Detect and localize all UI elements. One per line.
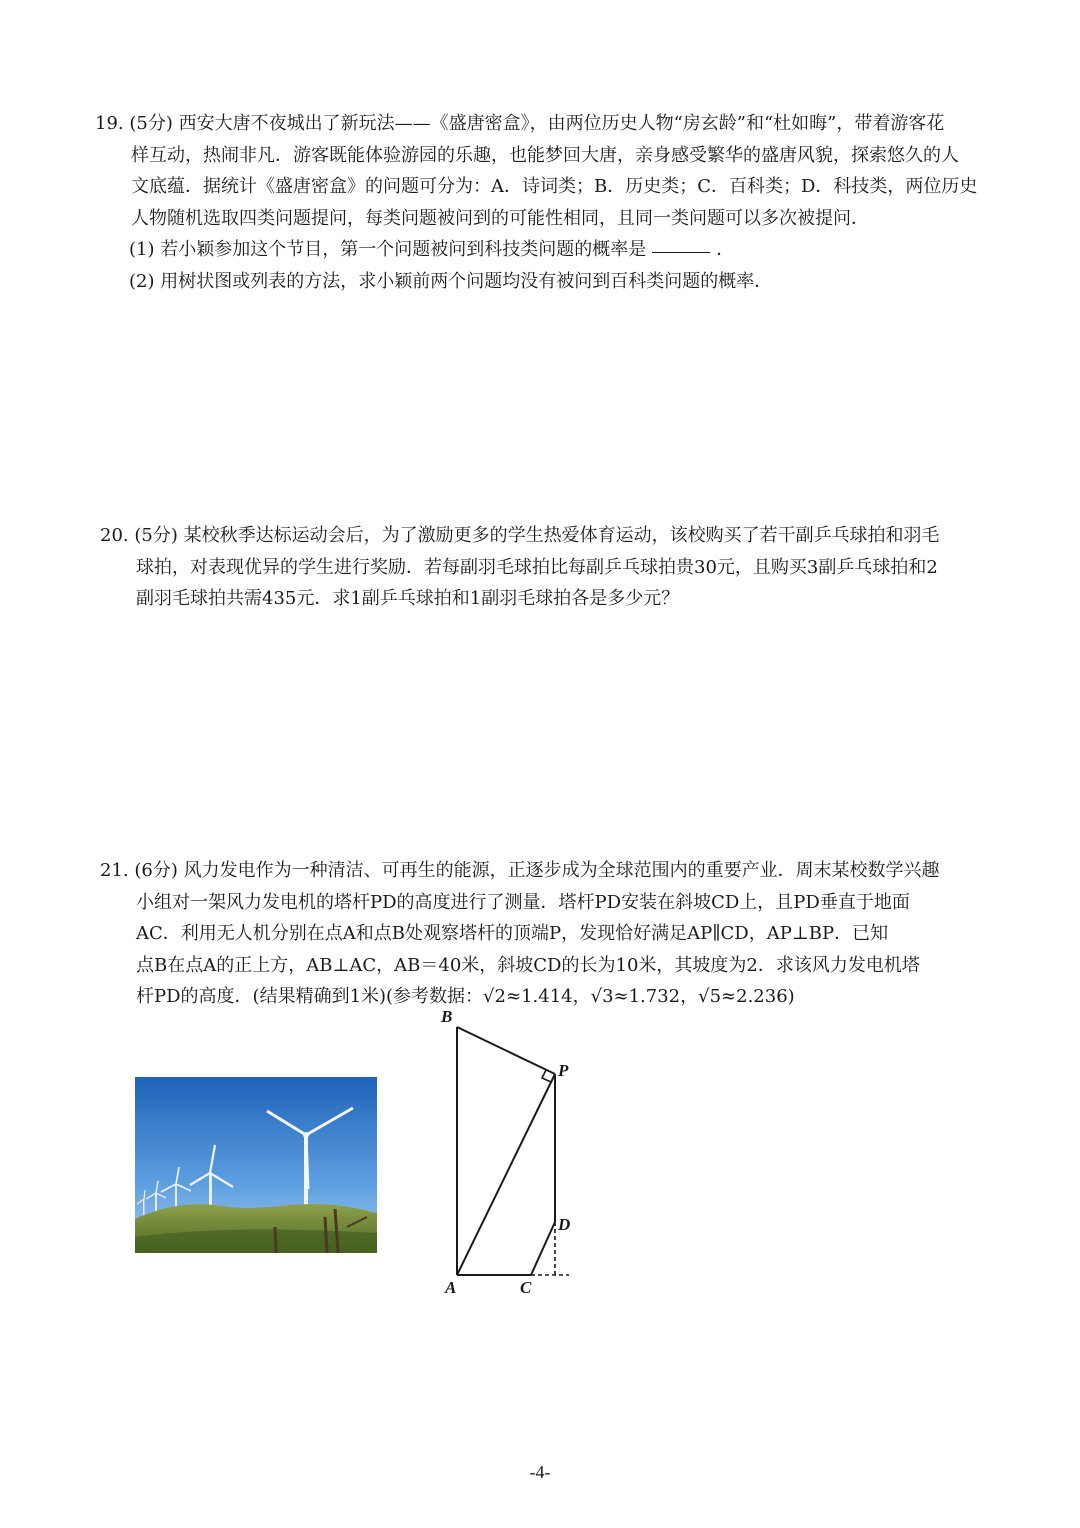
q21-line-2: 小组对一架风力发电机的塔杆PD的高度进行了测量．塔杆PD安装在斜坡CD上，且PD垂直于地面 (136, 891, 910, 913)
q19-line-4: 人物随机选取四类问题提问，每类问题被问到的可能性相同，且同一类问题可以多次被提问． (131, 207, 869, 229)
q19-sub-1-end: ． (716, 239, 735, 260)
q19-line-2: 样互动，热闹非凡．游客既能体验游园的乐趣，也能梦回大唐，亲身感受繁华的盛唐风貌，探索悠久的人 (131, 144, 959, 166)
segment-cd (531, 1222, 555, 1275)
q21-line-4: 点B在点A的正上方，AB⊥AC，AB＝40米，斜坡CD的长为10米，其坡度为2．求该风力发电机塔 (136, 954, 920, 976)
question-21 (100, 855, 1000, 1013)
q19-sub-2: (2) 用树状图或列表的方法，求小颖前两个问题均没有被问到百科类问题的概率． (129, 270, 773, 292)
q19-line-3: 文底蕴．据统计《盛唐密盒》的问题可分为：A．诗词类；B．历史类；C．百科类；D．科技类，两位历史 (131, 176, 978, 197)
segment-bp (457, 1027, 555, 1074)
q21-line-3: AC．利用无人机分别在点A和点B处观察塔杆的顶端P，发现恰好满足AP∥CD，AP⊥BP．已知 (136, 923, 889, 944)
label-d: D (558, 1215, 571, 1234)
segment-ap (457, 1074, 555, 1275)
answer-blank[interactable] (652, 252, 710, 253)
q19-sub-1 (95, 234, 995, 266)
q21-line-1: 21. (6分) 风力发电作为一种清洁、可再生的能源，正逐步成为全球范围内的重要产业．周末某校数学兴趣 (100, 860, 940, 881)
q20-line-2: 球拍，对表现优异的学生进行奖励．若每副羽毛球拍比每副乒乓球拍贵30元，且购买3副乒乓球拍和2 (136, 556, 938, 578)
q20-line-1: 20. (5分) 某校秋季达标运动会后，为了激励更多的学生热爱体育运动，该校购买了若干副乒乓球拍和羽毛 (100, 525, 940, 546)
q20-line-3: 副羽毛球拍共需435元．求1副乒乓球拍和1副羽毛球拍各是多少元？ (136, 588, 680, 609)
q19-line-1: 19. (5分) 西安大唐不夜城出了新玩法——《盛唐密盒》，由两位历史人物“房玄龄”和“杜如晦”，带着游客花 (95, 113, 945, 134)
wind-turbine-photo (135, 1077, 377, 1253)
geometry-diagram (425, 1000, 625, 1305)
q19-sub-1-text: (1) 若小颖参加这个节目，第一个问题被问到科技类问题的概率是 (129, 239, 647, 260)
page-number: -4- (529, 1462, 551, 1482)
q21-line-5: 杆PD的高度．(结果精确到1米)(参考数据：√2≈1.414，√3≈1.732，√5≈2.236) (136, 986, 795, 1007)
question-19 (95, 108, 995, 297)
label-b: B (441, 1007, 453, 1026)
question-20 (100, 520, 1000, 615)
wind-turbine-illustration (135, 1077, 377, 1253)
label-c: C (520, 1278, 532, 1297)
geometry-figure (425, 1000, 625, 1305)
label-a: A (445, 1278, 457, 1297)
label-p: P (558, 1061, 569, 1080)
